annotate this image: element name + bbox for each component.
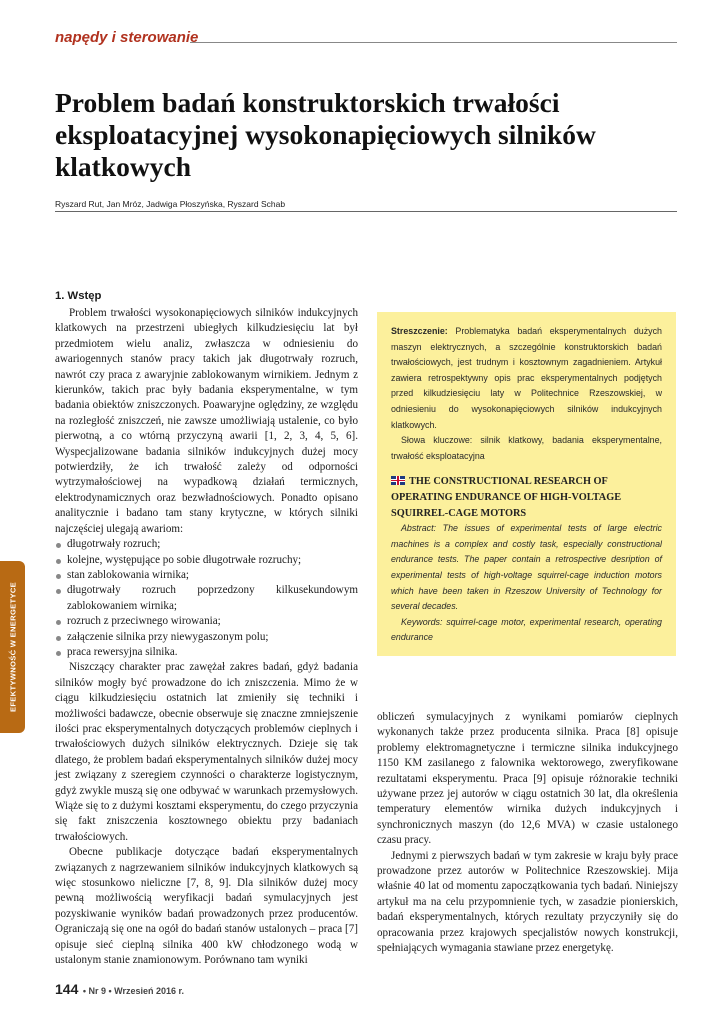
abstract-pl <box>391 324 662 433</box>
english-title <box>391 474 662 521</box>
list-item: rozruch z przeciwnego wirowania; <box>55 614 358 629</box>
paragraph: Problem trwałości wysokonapięciowych silników indukcyjnych klatkowych na przestrzeni ubiegłych kilkudziesięciu lat był przedmiotem wielu analiz, zwłaszcza w odniesieniu do awariogennych stanów pracy takich jak długotrwały rozruch, nawrót czy praca z awaryjnie zablokowanym wirnikiem. Jednym z kierunków, takich prac były badania eksperymentalne, w tym badania obiektów zniszczonych. Poawaryjne oględziny, ze względu na rozległość zniszczeń, nie zawsze umożliwiają ustalenie, co było pierwotną, a co wtórną przyczyną awarii [1, 2, 3, 4, 5, 6]. Wyspecjalizowane badania silników indukcyjnych dużej mocy potwierdziły, że ich trwałość zależy od odporności wytrzymałościowej na wypadkową działań termicznych, elektrodynamicznych oraz bezwładnościowych. Ponadto opisano analitycznie i badano tam stany krytyczne, w których silniki najczęściej ulegają awariom: <box>55 307 358 535</box>
list-item: załączenie silnika przy niewygaszonym polu; <box>55 630 358 645</box>
keywords-en: Keywords: squirrel-cage motor, experimental research, operating endurance <box>391 616 662 643</box>
list-item: długotrwały rozruch; <box>55 537 358 552</box>
authors: Ryszard Rut, Jan Mróz, Jadwiga Płoszyńska, Ryszard Schab <box>55 199 286 209</box>
article-title: Problem badań konstruktorskich trwałości eksploatacyjnej wysokonapięciowych silników klatkowych <box>55 87 596 182</box>
header-rule <box>190 42 677 43</box>
page-footer <box>55 981 184 999</box>
list-item: kolejne, występujące po sobie długotrwałe rozruchy; <box>55 553 358 568</box>
keywords-pl: Słowa kluczowe: silnik klatkowy, badania eksperymentalne, trwałość eksploatacyjna <box>391 435 662 461</box>
issue-info: • Nr 9 • Wrzesień 2016 r. <box>82 986 185 996</box>
abstract-box <box>377 312 676 656</box>
column-right <box>377 710 678 957</box>
paragraph: Jednymi z pierwszych badań w tym zakresie w kraju były prace prowadzone przez autorów w Politechnice Rzeszowskiej. Mija właśnie 40 lat od momentu zapoczątkowania tych badań. Niniejszy artykuł ma na celu przypomnienie tych, w zasadzie pionierskich, badań eksperymentalnych, których rezultaty przyczyniły się do opracowania przez krajowych specjalistów nowych konstrukcji, spełniających wymagania stawiane przez energetykę. <box>377 849 678 955</box>
side-tab <box>0 561 25 733</box>
section-header: napędy i sterowanie <box>55 29 199 46</box>
list-item: długotrwały rozruch poprzedzony kilkusekundowym zablokowaniem wirnika; <box>55 583 358 614</box>
list-item: stan zablokowania wirnika; <box>55 568 358 583</box>
column-left <box>55 289 358 968</box>
paragraph: Niszczący charakter prac zawężał zakres badań, gdyż badania silników mogły być prowadzone do ich zniszczenia. Mimo że w ciągu kilkudziesięciu ostatnich lat zmieniły się techniki i możliwości badawcze, obecnie obserwuje się znaczne zmniejszenie ilości prac eksperymentalnych dotyczących problemów cieplnych i trwałościowych dużych silników elektrycznych. Dzieje się tak dlatego, że problem badań eksperymentalnych silników dużej mocy jest związany z szeregiem czynności o charakterze logistycznym, gdyż zwykle muszą się one odbywać w warunkach przemysłowych. Wiąże się to z dużymi kosztami eksperymentu, do czego przyczynia się fakt zniszczenia kosztownego obiektu przy badaniach trwałościowych. <box>55 661 358 843</box>
paragraph: obliczeń symulacyjnych z wynikami pomiarów cieplnych wykonanych także przez producenta silnika. Praca [8] opisuje problemy elektromagnetyczne i termiczne silnika indukcyjnego 1150 KM zasilanego z falownika wektorowego, zweryfikowane rezultatami eksperymentu. Praca [9] opisuje różnorakie techniki używane przez jej autorów w ciągu ostatnich 30 lat, dla określenia temperatury elementów wirnika dużych indukcyjnych i synchronicznych maszyn (do 12,6 MVA) w czasie ustalonego czasu pracy. <box>377 711 678 847</box>
side-tab-label: EFEKTYWNOŚĆ W ENERGETYCE <box>8 582 17 712</box>
english-title-text: THE CONSTRUCTIONAL RESEARCH OF OPERATING ENDURANCE OF HIGH-VOLTAGE SQUIRREL-CAGE MOTORS <box>391 476 622 519</box>
abstract-label: Streszczenie: <box>391 326 448 336</box>
abstract-text: Problematyka badań eksperymentalnych dużych maszyn elektrycznych, a szczególnie konstruktorskich badań trwałościowych, jest trudnym i kosztownym zagadnieniem. Artykuł zawiera retrospektywny opis prac eksperymentalnych podjętych przed kilkudziesięciu laty w Politechnice Rzeszowskiej, w odniesieniu do wysokonapięciowych silników indukcyjnych klatkowych. <box>391 326 662 430</box>
uk-flag-icon <box>391 476 405 485</box>
abstract-en: Abstract: The issues of experimental tests of large electric machines is a complex and costly task, especially constructional endurance tests. The paper contain a retrospective desription of experimental tests of high-voltage squirrel-cage induction motors which have been taken in Rzeszow University of Technology for several decades. <box>391 523 662 612</box>
paragraph: Obecne publikacje dotyczące badań eksperymentalnych związanych z nagrzewaniem silników indukcyjnych klatkowych są więc stosunkowo nieliczne [7, 8, 9]. Dla silników dużej mocy pewną możliwością weryfikacji badań symulacyjnych jest pozyskiwanie wyników badań prowadzonych przez producentów. Ograniczają się one na ogół do badań stanów ustalonych – praca [7] opisuje sieć cieplną silnika 400 kW chłodzonego wodą w ustalonym stanie znamionowym. Porównano tam wyniki <box>55 846 358 967</box>
bullet-list <box>55 537 358 660</box>
authors-rule <box>55 211 677 212</box>
list-item: praca rewersyjna silnika. <box>55 645 358 660</box>
section-heading: 1. Wstęp <box>55 290 102 302</box>
page-number: 144 <box>55 981 79 997</box>
